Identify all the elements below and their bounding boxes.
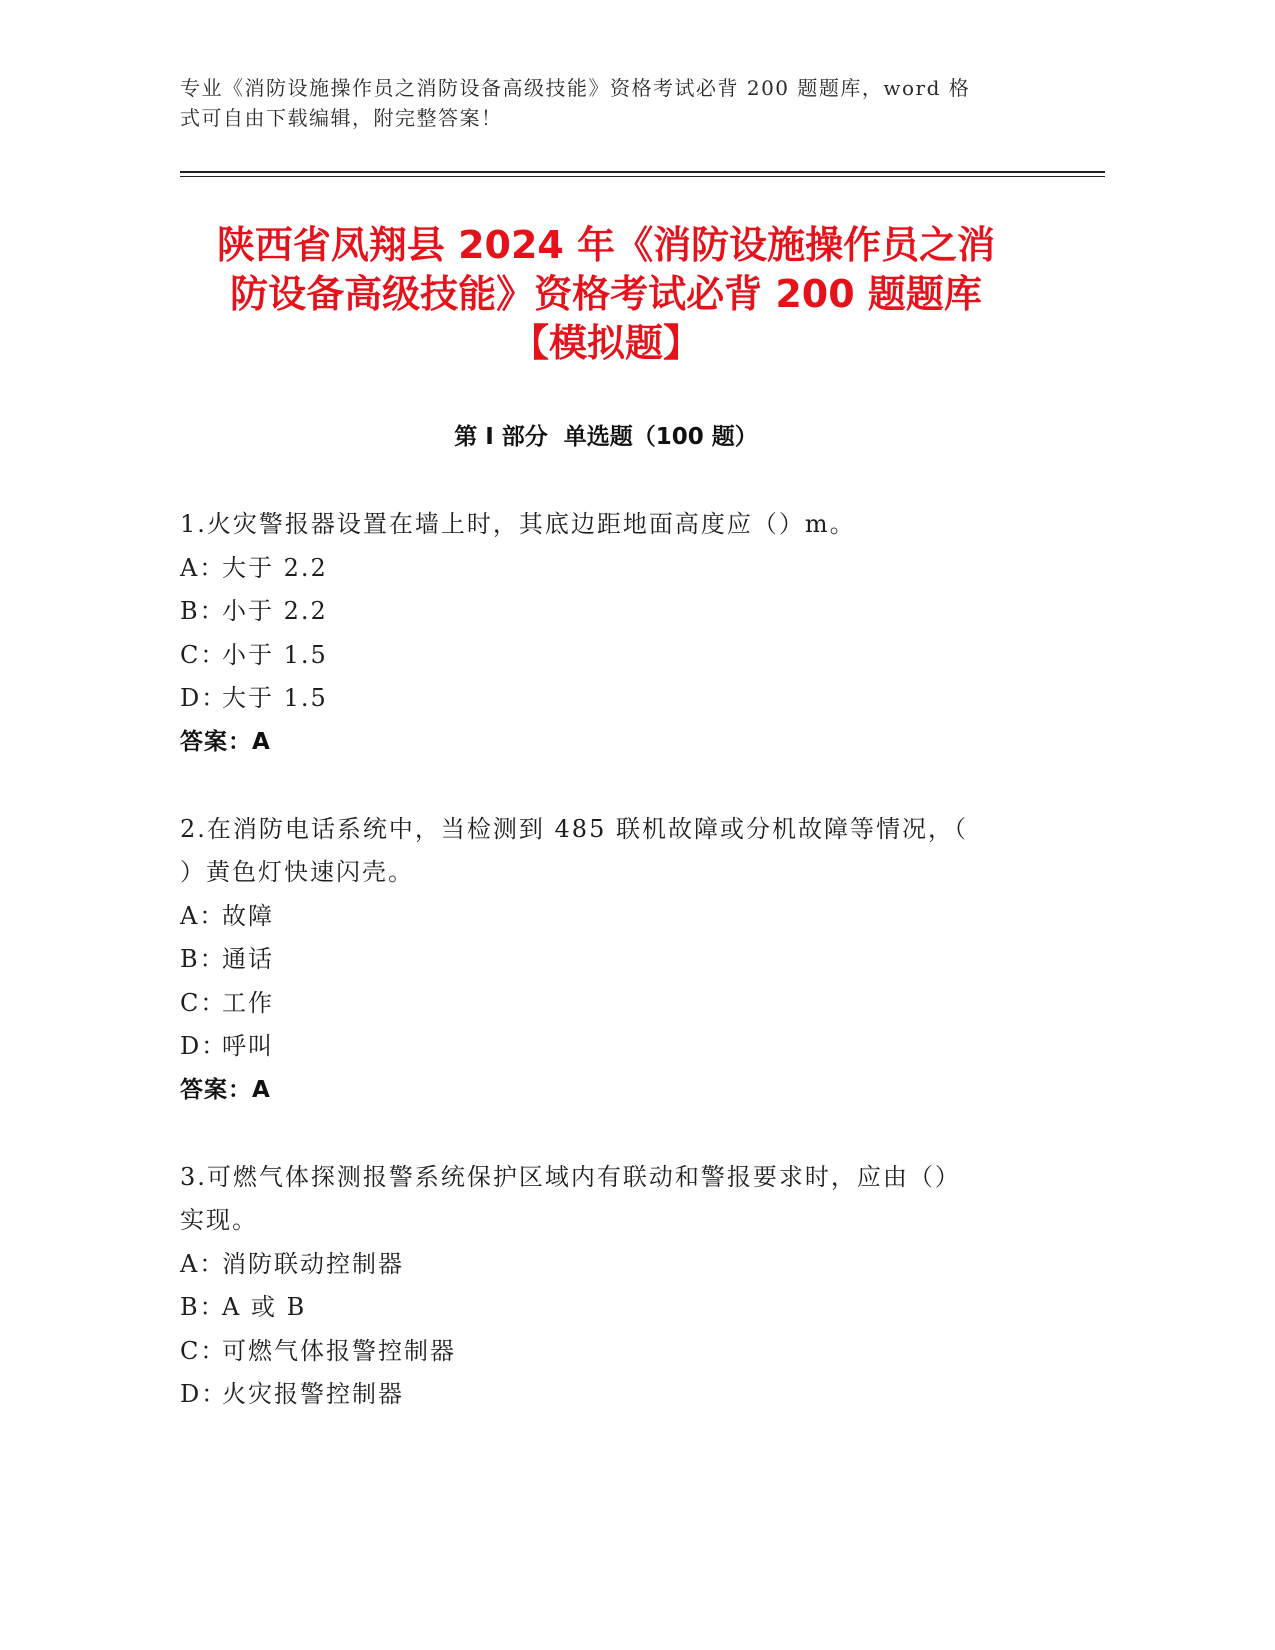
document-title: 陕西省凤翔县 2024 年《消防设施操作员之消 防设备高级技能》资格考试必背 200 题题库 【模拟题】 bbox=[216, 223, 996, 365]
option-text: 小于 1.5 bbox=[222, 640, 328, 669]
option-text: 可燃气体报警控制器 bbox=[222, 1336, 456, 1365]
option-a bbox=[180, 547, 1040, 591]
option-d bbox=[180, 1025, 1040, 1069]
option-text: 大于 2.2 bbox=[222, 553, 328, 582]
option-text: 呼叫 bbox=[222, 1032, 274, 1060]
option-label: C： bbox=[180, 988, 227, 1017]
question-stem: 1.火灾警报器设置在墙上时，其底边距地面高度应（）m。 bbox=[180, 510, 856, 538]
question-1 bbox=[180, 503, 1040, 764]
option-text: 故障 bbox=[222, 901, 274, 930]
option-b bbox=[180, 1286, 1040, 1330]
option-label: D： bbox=[180, 684, 228, 712]
header-divider bbox=[180, 171, 1105, 177]
option-text: 工作 bbox=[222, 988, 274, 1017]
option-b bbox=[180, 590, 1040, 634]
answer-line: 答案：A bbox=[180, 728, 271, 755]
option-text: A 或 B bbox=[222, 1293, 307, 1321]
option-label: B： bbox=[180, 945, 226, 973]
option-text: 大于 1.5 bbox=[222, 684, 328, 712]
option-text: 火灾报警控制器 bbox=[222, 1380, 404, 1408]
option-d bbox=[180, 677, 1040, 721]
option-c bbox=[180, 982, 1040, 1026]
section-heading: 第 I 部分 单选题（100 题） bbox=[454, 424, 758, 450]
option-label: B： bbox=[180, 597, 226, 625]
option-c bbox=[180, 1330, 1040, 1374]
question-stem: 2.在消防电话系统中，当检测到 485 联机故障或分机故障等情况，（ ）黄色灯快速闪壳。 bbox=[180, 814, 968, 886]
option-label: C： bbox=[180, 1336, 227, 1365]
option-d bbox=[180, 1373, 1040, 1417]
option-text: 消防联动控制器 bbox=[222, 1249, 404, 1278]
option-label: B： bbox=[180, 1293, 226, 1321]
question-stem: 3.可燃气体探测报警系统保护区域内有联动和警报要求时，应由（） 实现。 bbox=[180, 1162, 961, 1234]
question-2 bbox=[180, 808, 1040, 1113]
question-list bbox=[180, 503, 1040, 1460]
option-c bbox=[180, 634, 1040, 678]
option-label: A： bbox=[180, 553, 226, 582]
answer-line: 答案：A bbox=[180, 1076, 271, 1103]
option-label: A： bbox=[180, 901, 226, 930]
header-note: 专业《消防设施操作员之消防设备高级技能》资格考试必背 200 题题库，word 格 式可自由下载编辑，附完整答案！ bbox=[180, 76, 971, 130]
option-a bbox=[180, 895, 1040, 939]
option-text: 小于 2.2 bbox=[222, 597, 328, 625]
option-label: D： bbox=[180, 1380, 228, 1408]
option-b bbox=[180, 938, 1040, 982]
option-text: 通话 bbox=[222, 945, 274, 973]
option-label: A： bbox=[180, 1249, 226, 1278]
option-a bbox=[180, 1243, 1040, 1287]
option-label: C： bbox=[180, 640, 227, 669]
question-3 bbox=[180, 1156, 1040, 1417]
option-label: D： bbox=[180, 1032, 228, 1060]
